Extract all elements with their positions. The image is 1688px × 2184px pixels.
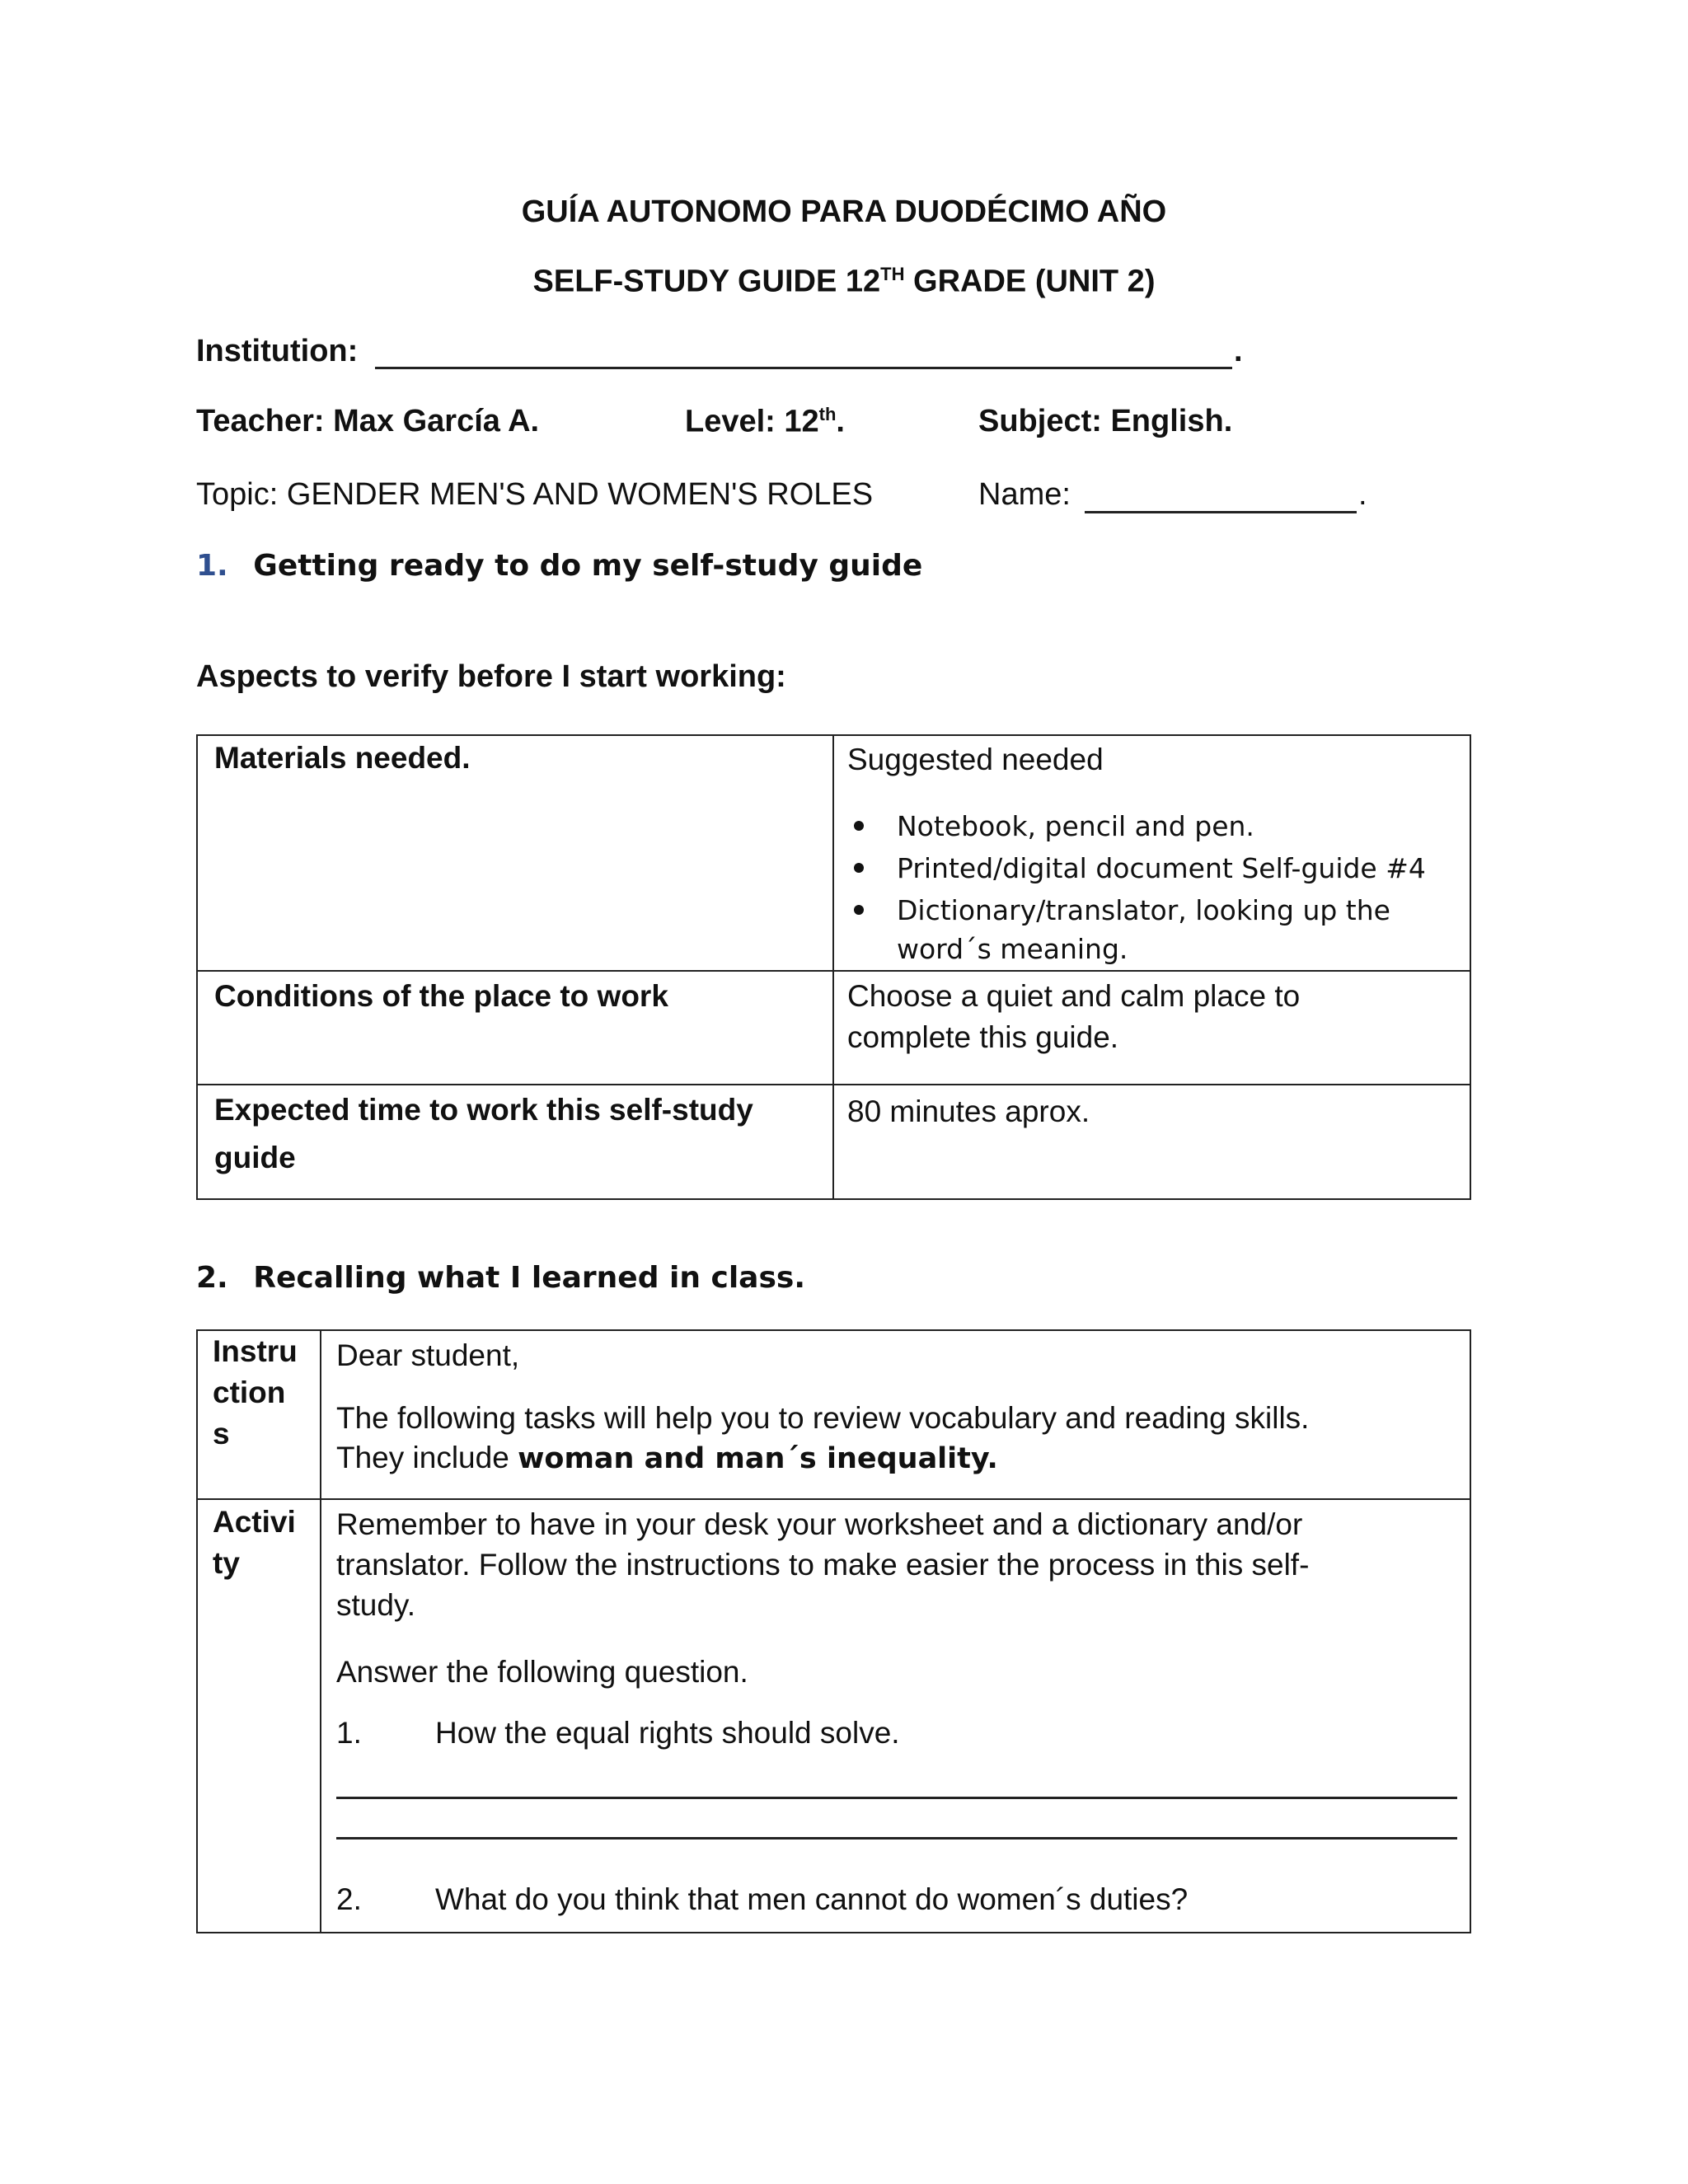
aspects-table — [196, 734, 1471, 1200]
level-suffix: . — [836, 404, 845, 439]
answer-prompt: Answer the following question. — [336, 1655, 748, 1689]
section-2-heading — [196, 1261, 805, 1295]
table-divider — [198, 1084, 1470, 1085]
institution-blank-line[interactable] — [375, 367, 1232, 369]
question-2-number: 2. — [336, 1882, 362, 1916]
name-period: . — [1358, 477, 1367, 512]
materials-label: Materials needed. — [214, 741, 471, 775]
topic-info: Topic: GENDER MEN'S AND WOMEN'S ROLES — [196, 477, 874, 512]
activity-label — [213, 1502, 296, 1584]
aspects-label: Aspects to verify before I start working: — [196, 659, 786, 694]
table-divider — [198, 970, 1470, 972]
conditions-value-line-2: complete this guide. — [847, 1020, 1119, 1054]
list-item-continuation: word´s meaning. — [897, 933, 1128, 965]
activity-text-line: translator. Follow the instructions to make easier the process in this self- — [336, 1548, 1310, 1582]
activity-text — [336, 1504, 1309, 1625]
materials-list — [847, 805, 1441, 970]
name-label: Name: — [978, 477, 1071, 512]
instructions-line-1: The following tasks will help you to review vocabulary and reading skills. — [336, 1401, 1310, 1435]
subject-info: Subject: English. — [978, 404, 1233, 438]
section-1-number: 1. — [196, 549, 228, 583]
question-2-text: What do you think that men cannot do women´s duties? — [435, 1882, 1189, 1916]
document-title-english — [0, 264, 1688, 300]
activity-text-line: study. — [336, 1588, 415, 1622]
title-english-superscript: TH — [880, 264, 905, 284]
table-divider — [832, 736, 834, 1198]
expected-time-label-line-1: Expected time to work this self-study — [214, 1093, 753, 1127]
answer-line[interactable] — [336, 1797, 1457, 1799]
institution-period: . — [1234, 334, 1243, 368]
section-2-number: 2. — [196, 1261, 228, 1295]
conditions-label: Conditions of the place to work — [214, 979, 668, 1013]
section-1-heading — [196, 549, 922, 583]
list-item: Dictionary/translator, looking up the — [847, 889, 1441, 931]
level-prefix: Level: 12 — [685, 404, 819, 439]
level-superscript: th — [818, 404, 837, 424]
question-1-text: How the equal rights should solve. — [435, 1716, 900, 1750]
institution-label: Institution: — [196, 334, 359, 368]
activity-text-line: Remember to have in your desk your worksheet and a dictionary and/or — [336, 1507, 1303, 1541]
section-2-title: Recalling what I learned in class. — [253, 1261, 806, 1295]
list-item: Notebook, pencil and pen. — [847, 805, 1441, 847]
name-blank-line[interactable] — [1085, 511, 1357, 513]
expected-time-label-line-2: guide — [214, 1141, 296, 1174]
activity-table — [196, 1329, 1471, 1933]
teacher-name: Teacher: Max García A. — [196, 404, 540, 438]
title-english-suffix: GRADE (UNIT 2) — [904, 264, 1156, 299]
table-divider — [198, 1498, 1470, 1500]
instructions-label-line: Instru — [213, 1334, 298, 1368]
instructions-emphasis: woman and man´s inequality. — [518, 1442, 998, 1475]
table-divider — [320, 1331, 321, 1932]
answer-line[interactable] — [336, 1837, 1457, 1840]
instructions-line-2-prefix: They include — [336, 1441, 518, 1474]
instructions-label-line: s — [213, 1417, 230, 1451]
title-english-prefix: SELF-STUDY GUIDE 12 — [532, 264, 881, 299]
list-item: Printed/digital document Self-guide #4 — [847, 847, 1441, 889]
instructions-label-line: ction — [213, 1376, 286, 1409]
materials-value: Suggested needed — [847, 743, 1104, 776]
activity-label-line: ty — [213, 1546, 240, 1580]
conditions-value-line-1: Choose a quiet and calm place to — [847, 979, 1301, 1013]
section-1-title: Getting ready to do my self-study guide — [253, 549, 923, 583]
question-1-number: 1. — [336, 1716, 362, 1750]
document-title-spanish: GUÍA AUTONOMO PARA DUODÉCIMO AÑO — [521, 194, 1167, 229]
expected-time-value: 80 minutes aprox. — [847, 1094, 1090, 1128]
instructions-line-2 — [336, 1436, 998, 1480]
level-info — [685, 404, 845, 440]
activity-label-line: Activi — [213, 1505, 296, 1539]
instructions-label — [213, 1331, 298, 1455]
greeting-text: Dear student, — [336, 1338, 520, 1372]
